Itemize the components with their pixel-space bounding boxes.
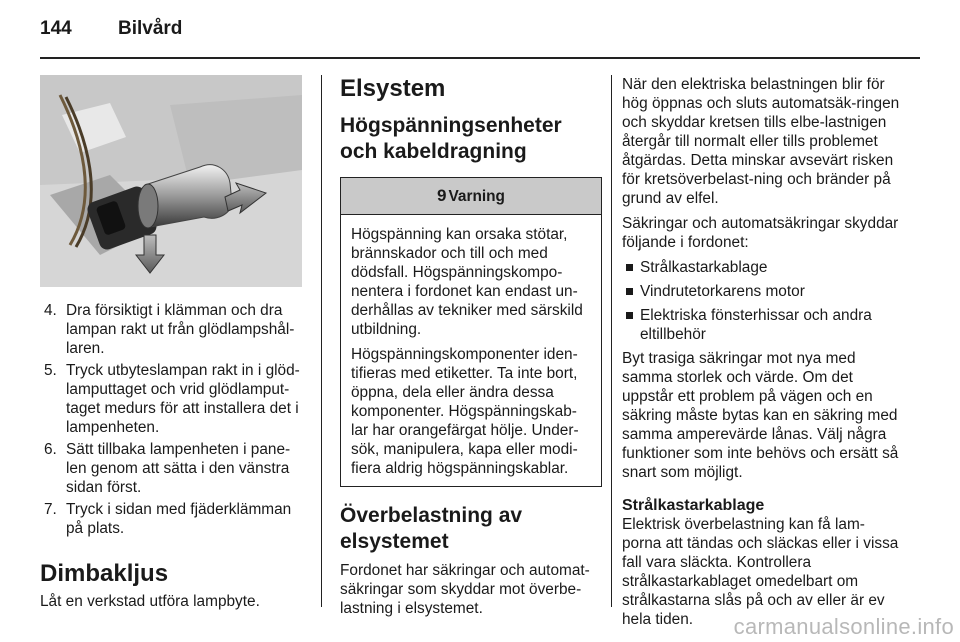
list-item-text: Elektriska fönsterhissar och andra eltillbehör — [640, 307, 872, 343]
fuse-list — [622, 258, 902, 344]
header-rule — [40, 57, 920, 59]
replace-fuses-paragraph: Byt trasiga säkringar mot nya med samma storlek och värde. Om det uppstår ett problem på vägen och en säkring måste bytas kan en säkring med samma amperevärde lånas. Välj några funktioner som inte behövs och ersätt så snart som möjligt. — [622, 350, 899, 481]
elsystem-heading: Elsystem — [340, 75, 446, 102]
step-item — [40, 500, 302, 538]
step-text: Tryck utbyteslampan rakt in i glöd-lamputtaget och vrid glödlamput-taget medurs för att installera det i lampenheten. — [66, 362, 300, 436]
step-text: Dra försiktigt i klämman och dra lampan rakt ut från glödlampshål-laren. — [66, 302, 295, 357]
column-2 — [340, 75, 602, 618]
dimlight-text: Låt en verkstad utföra lampbyte. — [40, 593, 260, 610]
list-item — [622, 306, 902, 344]
dimlight-heading: Dimbakljus — [40, 560, 169, 587]
column-3 — [622, 75, 902, 629]
list-item — [622, 258, 902, 277]
warning-body — [341, 215, 601, 486]
list-item-text: Strålkastarkablage — [640, 259, 768, 276]
fuses-intro: Säkringar och automatsäkringar skyddar följande i fordonet: — [622, 215, 899, 251]
step-number: 6. — [44, 441, 57, 458]
warning-paragraph-2: Högspänningskomponenter iden-tifieras med etiketter. Ta inte bort, öppna, dela eller ändra dessa komponenter. Högspänningskab-lar har orangefärgat hölje. Under-sök, manipulera, kapa eller modi-fiera aldrig högspänningskablar. — [351, 346, 579, 477]
step-item — [40, 301, 302, 358]
step-number: 7. — [44, 501, 57, 518]
step-number: 5. — [44, 362, 57, 379]
list-item — [622, 282, 902, 301]
warning-label: Varning — [448, 188, 505, 205]
bullet-icon — [626, 264, 633, 271]
page-number: 144 — [40, 18, 72, 39]
bulb-image — [40, 75, 302, 287]
bullet-icon — [626, 288, 633, 295]
overload-heading: Överbelastning av elsystemet — [340, 504, 523, 553]
column-divider-right — [611, 75, 612, 607]
warning-box — [340, 177, 602, 487]
bullet-icon — [626, 312, 633, 319]
column-1 — [40, 75, 302, 611]
bulb-illustration — [40, 75, 302, 287]
overload-text: Fordonet har säkringar och automat-säkringar som skyddar mot överbe-lastning i elsystemet. — [340, 562, 590, 617]
list-item-text: Vindrutetorkarens motor — [640, 283, 805, 300]
warning-header — [341, 178, 601, 215]
page-header — [40, 18, 182, 40]
steps-list — [40, 301, 302, 538]
warning-paragraph-1: Högspänning kan orsaka stötar, brännskador och till och med dödsfall. Högspänningskompo-nentera i fordonet kan endast un-derhållas av tekniker med särskild utbildning. — [351, 226, 583, 338]
step-number: 4. — [44, 302, 57, 319]
step-item — [40, 440, 302, 497]
section-title: Bilvård — [118, 18, 183, 39]
step-text: Tryck i sidan med fjäderklämman på plats. — [66, 501, 292, 537]
headlamp-text: Elektrisk överbelastning kan få lam-porna att tändas och släckas eller i vissa fall vara släckta. Kontrollera strålkastarkablaget omedelbart om strålkastarna slås på och av eller är ev hela tiden. — [622, 516, 899, 628]
warning-icon: 9 — [437, 186, 447, 205]
breaker-paragraph: När den elektriska belastningen blir för hög öppnas och sluts automatsäk-ringen och skyddar kretsen tills elbe-lastnigen återgår till normalt eller tills problemet åtgärdas. Detta minskar avsevärt risken för kretsöverbelast-ning och bränder på grund av elfel. — [622, 76, 900, 207]
step-item — [40, 361, 302, 437]
column-divider-left — [321, 75, 322, 607]
headlamp-heading: Strålkastarkablage — [622, 497, 765, 514]
watermark: carmanualsonline.info — [733, 614, 954, 639]
step-text: Sätt tillbaka lampenheten i pane-len genom att sätta i den vänstra sidan först. — [66, 441, 291, 496]
high-voltage-heading: Högspänningsenheter och kabeldragning — [340, 114, 562, 163]
